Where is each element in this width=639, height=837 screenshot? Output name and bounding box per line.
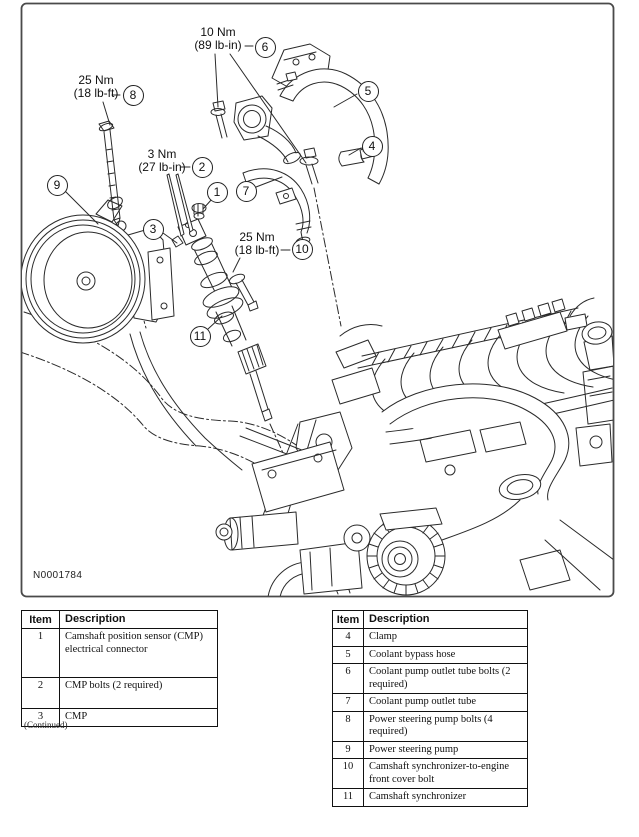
column-header-description: Description	[364, 611, 528, 629]
item-number: 2	[22, 678, 60, 709]
engine-block	[216, 298, 622, 597]
item-description: Clamp	[364, 629, 528, 647]
torque-label-item2	[129, 148, 195, 174]
callout-11: 11	[190, 326, 211, 347]
item-description: Camshaft position sensor (CMP) electrical connector	[60, 629, 218, 678]
callout-7: 7	[236, 181, 257, 202]
table-row	[333, 694, 528, 712]
callout-8: 8	[123, 85, 144, 106]
callout-1: 1	[207, 182, 228, 203]
cmp-bolt-pointers	[167, 174, 193, 236]
torque-value-alt: (27 lb-in)	[138, 160, 186, 174]
figure-id: N0001784	[33, 570, 83, 581]
item-description: Camshaft synchronizer-to-engine front cover bolt	[364, 759, 528, 789]
callout-5: 5	[358, 81, 379, 102]
item-number: 5	[333, 646, 364, 664]
item-number: 8	[333, 711, 364, 741]
continued-note: (Continued)	[24, 720, 68, 730]
table-row	[22, 678, 218, 709]
callout-10: 10	[292, 239, 313, 260]
item-number: 10	[333, 759, 364, 789]
ps-hose	[130, 332, 242, 470]
coil-pack	[498, 298, 594, 349]
item-number: 11	[333, 789, 364, 807]
item-description: Coolant pump outlet tube	[364, 694, 528, 712]
torque-value-alt: (89 lb-in)	[194, 38, 242, 52]
column-header-item: Item	[333, 611, 364, 629]
item-number: 9	[333, 741, 364, 759]
item-description: Camshaft synchronizer	[364, 789, 528, 807]
torque-value: 10 Nm	[200, 25, 236, 39]
item-number: 1	[22, 629, 60, 678]
item-description: CMP bolts (2 required)	[60, 678, 218, 709]
table-row	[333, 741, 528, 759]
parts-table-left	[21, 610, 218, 727]
item-number: 7	[333, 694, 364, 712]
item-number: 3	[22, 709, 60, 727]
item-description: Power steering pump bolts (4 required)	[364, 711, 528, 741]
table-row	[333, 664, 528, 694]
alternator	[367, 508, 445, 595]
table-row	[333, 711, 528, 741]
parts-table-right	[332, 610, 528, 807]
callout-2: 2	[192, 157, 213, 178]
torque-label-item8	[63, 74, 129, 100]
table-row	[333, 759, 528, 789]
torque-value: 25 Nm	[239, 230, 275, 244]
callout-9: 9	[47, 175, 68, 196]
power-steering-pump	[21, 195, 174, 343]
table-row	[333, 789, 528, 807]
torque-value: 25 Nm	[78, 73, 114, 87]
torque-value-alt: (18 lb-ft)	[234, 243, 280, 257]
callout-4: 4	[362, 136, 383, 157]
item-description: Power steering pump	[364, 741, 528, 759]
item-number: 4	[333, 629, 364, 647]
item-description: Coolant bypass hose	[364, 646, 528, 664]
item-number: 6	[333, 664, 364, 694]
table-row	[333, 646, 528, 664]
table-row	[22, 629, 218, 678]
column-header-item: Item	[22, 611, 60, 629]
torque-label-item6	[185, 26, 251, 52]
torque-value: 3 Nm	[147, 147, 177, 161]
callout-3: 3	[143, 219, 164, 240]
cmp-connector	[192, 204, 206, 220]
item-description: CMP	[60, 709, 218, 727]
item-description: Coolant pump outlet tube bolts (2 required)	[364, 664, 528, 694]
table-row	[333, 629, 528, 647]
throttle-body	[580, 320, 614, 370]
torque-label-item10	[224, 231, 290, 257]
table-header-row	[333, 611, 528, 629]
column-header-description: Description	[60, 611, 218, 629]
callout-6: 6	[255, 37, 276, 58]
table-header-row	[22, 611, 218, 629]
torque-value-alt: (18 lb-ft)	[73, 86, 119, 100]
